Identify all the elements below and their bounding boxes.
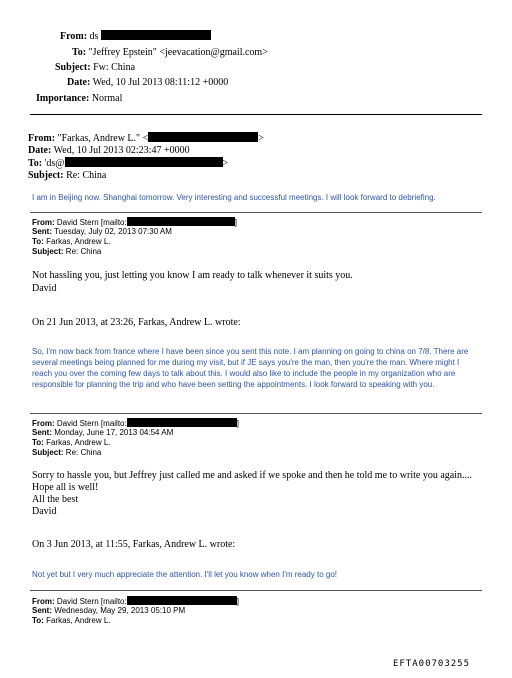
redaction-box bbox=[148, 132, 258, 142]
msg1-subject-value: Re: China bbox=[66, 170, 107, 181]
header-subject-value: Fw: China bbox=[93, 62, 136, 73]
msg6-from-value: David Stern [mailto: bbox=[56, 597, 127, 606]
header-from-row bbox=[60, 30, 211, 43]
header-from-value: ds bbox=[89, 31, 99, 42]
msg4-to-value: Farkas, Andrew L. bbox=[46, 438, 111, 447]
msg4-subject-value: Re: China bbox=[65, 448, 102, 457]
msg1-from-label: From: bbox=[28, 133, 56, 144]
header-to-value: "Jeffrey Epstein" <jeevacation@gmail.com> bbox=[88, 47, 268, 58]
header-from-label: From: bbox=[60, 31, 88, 42]
msg2-to-label: To: bbox=[32, 237, 44, 246]
msg2-subject-label: Subject: bbox=[32, 247, 64, 256]
header-date-value: Wed, 10 Jul 2013 08:11:12 +0000 bbox=[92, 77, 229, 88]
msg5-body: Not yet but I very much appreciate the attention. I'll let you know when I'm ready to go! bbox=[32, 570, 337, 579]
msg6-sent-row bbox=[32, 606, 185, 616]
msg1-from-value: "Farkas, Andrew L." < bbox=[57, 133, 149, 144]
header-subject-label: Subject: bbox=[55, 62, 91, 73]
msg1-to-label: To: bbox=[28, 158, 43, 169]
msg6-to-label: To: bbox=[32, 616, 44, 625]
msg2-sent-value: Tuesday, July 02, 2013 07:30 AM bbox=[54, 227, 172, 236]
msg4-body-line2: Hope all is well! bbox=[32, 482, 99, 493]
msg4-body-line1: Sorry to hassle you, but Jeffrey just called me and asked if we spoke and then he told me to write you again.... bbox=[32, 470, 472, 481]
msg2-from-tail: ] bbox=[234, 218, 237, 227]
msg4-subject-row bbox=[32, 448, 101, 458]
msg6-from-label: From: bbox=[32, 597, 55, 606]
msg3-body: So, I'm now back from france where I have been since you sent this note. I am planning on going to china on 7/8. There are several meetings being planned for me during my visit, but if JE says you're the man, then you're the man. Where might I reach you over the coming few days to talk about this. I would also like to include the people in my organization who are responsible for planning the trip and who have been setting the appointments. I look forward to speaking with you. bbox=[32, 347, 469, 389]
quote-line-2: On 3 Jun 2013, at 11:55, Farkas, Andrew L. wrote: bbox=[32, 539, 236, 550]
msg4-to-row bbox=[32, 438, 111, 448]
header-subject-row bbox=[55, 62, 135, 74]
msg6-sent-value: Wednesday, May 29, 2013 05:10 PM bbox=[54, 606, 186, 615]
msg2-from-label: From: bbox=[32, 218, 55, 227]
msg6-sent-label: Sent: bbox=[32, 606, 52, 615]
msg6-to-value: Farkas, Andrew L. bbox=[46, 616, 111, 625]
redaction-box bbox=[127, 418, 237, 427]
divider bbox=[30, 212, 482, 213]
msg6-from-tail: ] bbox=[236, 597, 239, 606]
msg1-to-row bbox=[28, 157, 228, 170]
header-to-row bbox=[72, 47, 268, 59]
redaction-box bbox=[127, 217, 235, 226]
msg1-from-tail: > bbox=[258, 133, 264, 144]
msg1-to-value: 'ds@ bbox=[44, 158, 65, 169]
msg6-to-row bbox=[32, 616, 111, 626]
msg4-subject-label: Subject: bbox=[32, 448, 64, 457]
divider bbox=[30, 590, 482, 591]
redaction-box bbox=[65, 157, 223, 167]
msg4-from-value: David Stern [mailto: bbox=[56, 419, 127, 428]
msg1-to-tail: > bbox=[222, 158, 229, 169]
header-date-label: Date: bbox=[67, 77, 91, 88]
msg2-from-value: David Stern [mailto: bbox=[56, 218, 127, 227]
msg4-body-line4: David bbox=[32, 506, 57, 517]
msg1-body: I am in Beijing now. Shanghai tomorrow. Very interesting and successful meetings. I will look forward to debriefing. bbox=[32, 193, 436, 202]
header-to-label: To: bbox=[72, 47, 87, 58]
msg1-from-row bbox=[28, 132, 264, 145]
msg1-subject-label: Subject: bbox=[28, 170, 64, 181]
msg1-subject-row bbox=[28, 170, 106, 182]
msg2-to-row bbox=[32, 237, 111, 247]
msg1-date-label: Date: bbox=[28, 145, 52, 156]
redaction-box bbox=[101, 30, 211, 40]
msg4-from-label: From: bbox=[32, 419, 55, 428]
divider bbox=[30, 114, 482, 115]
msg4-sent-row bbox=[32, 428, 173, 438]
divider bbox=[30, 413, 482, 414]
msg2-body-line1: Not hassling you, just letting you know I am ready to talk whenever it suits you. bbox=[32, 270, 353, 281]
header-importance-label: Importance: bbox=[36, 93, 90, 104]
header-importance-row bbox=[36, 93, 122, 105]
msg1-date-value: Wed, 10 Jul 2013 02:23:47 +0000 bbox=[53, 145, 190, 156]
document-id-footer: EFTA00703255 bbox=[393, 659, 471, 669]
msg2-to-value: Farkas, Andrew L. bbox=[46, 237, 111, 246]
quote-line-1: On 21 Jun 2013, at 23:26, Farkas, Andrew L. wrote: bbox=[32, 317, 241, 328]
msg4-body-line3: All the best bbox=[32, 494, 79, 505]
msg2-subject-value: Re: China bbox=[65, 247, 102, 256]
header-importance-value: Normal bbox=[91, 93, 123, 104]
msg2-subject-row bbox=[32, 247, 101, 257]
header-date-row bbox=[67, 77, 228, 89]
msg4-sent-value: Monday, June 17, 2013 04:54 AM bbox=[54, 428, 174, 437]
msg4-sent-label: Sent: bbox=[32, 428, 52, 437]
msg4-to-label: To: bbox=[32, 438, 44, 447]
msg1-date-row bbox=[28, 145, 190, 157]
msg4-from-tail: ] bbox=[236, 419, 239, 428]
msg2-body-line2: David bbox=[32, 283, 57, 294]
msg2-sent-label: Sent: bbox=[32, 227, 52, 236]
msg2-sent-row bbox=[32, 227, 172, 237]
redaction-box bbox=[127, 596, 237, 605]
